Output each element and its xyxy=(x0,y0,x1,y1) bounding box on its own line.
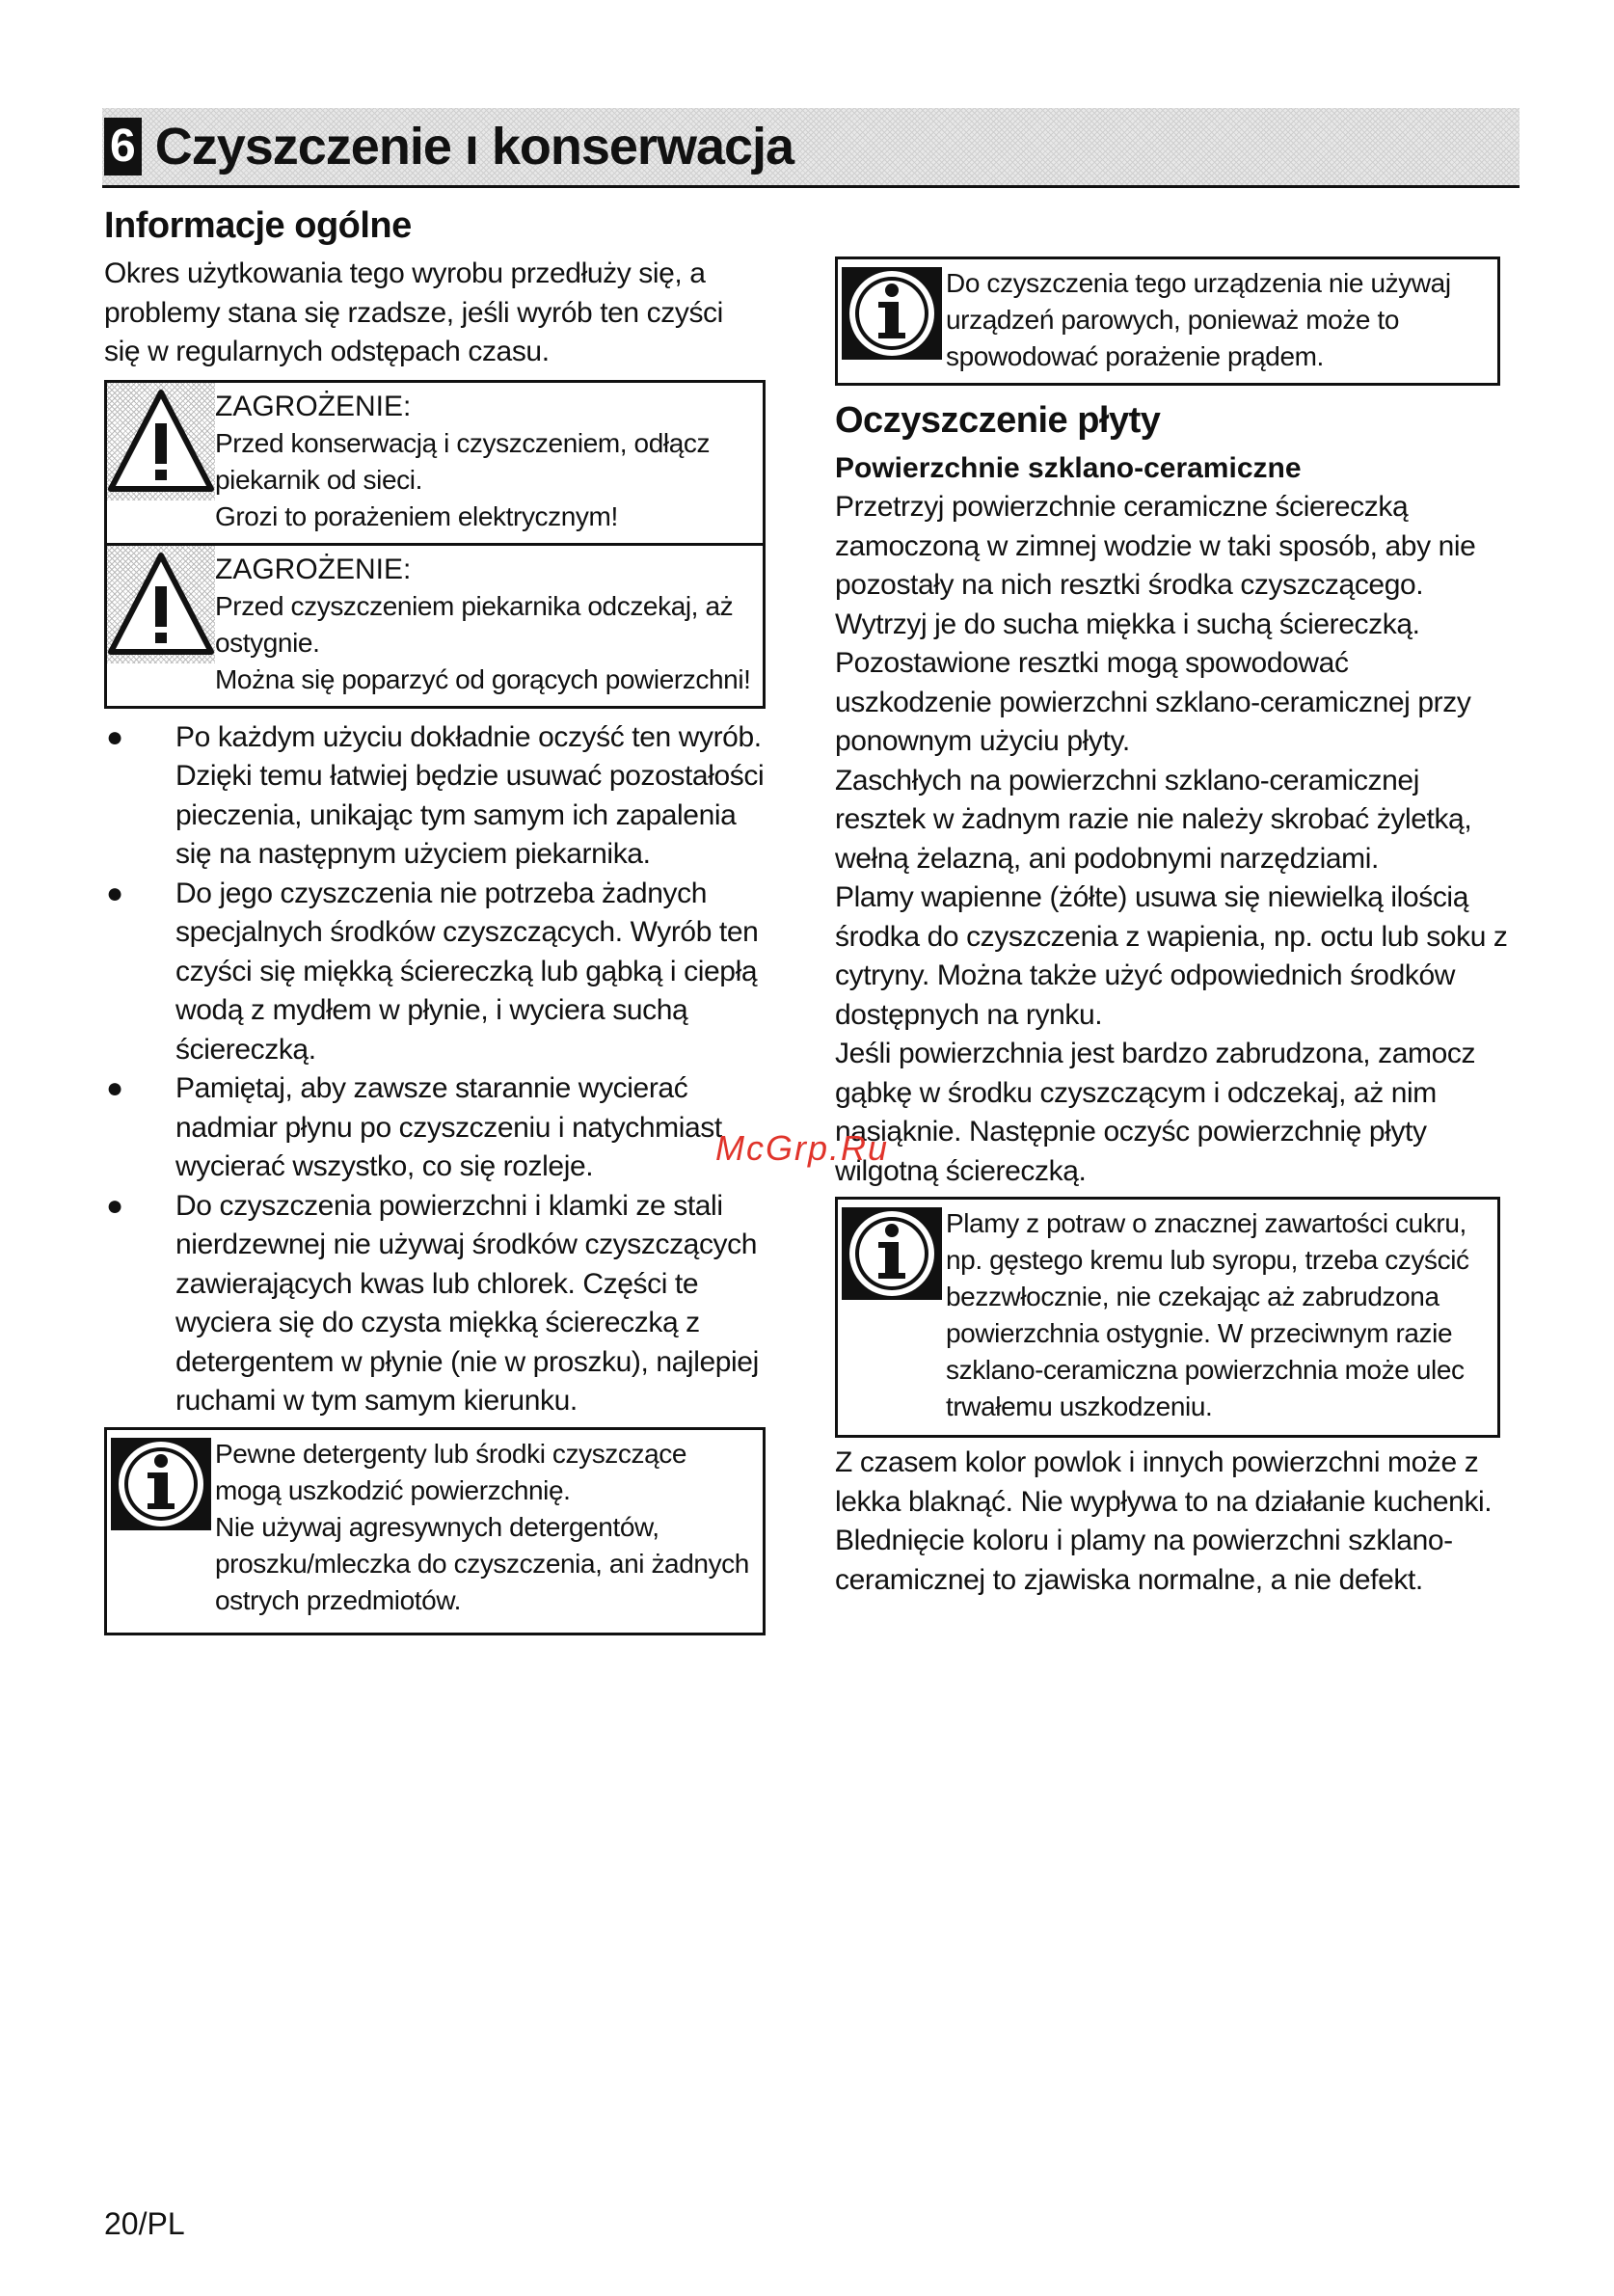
warning-title: ZAGROŻENIE: xyxy=(215,553,412,585)
paragraph: Przetrzyj powierzchnie ceramiczne ściereczką zamoczoną w zimnej wodzie w taki sposób, aby nie pozostały na nich resztki środka czyszczącego. Wytrzyj je do sucha miękka i suchą ściereczką. Pozostawione resztki mogą spowodować uszkodzenie powierzchni szklano-ceramicznej przy ponownym użyciu płyty. xyxy=(835,491,1476,757)
warning-line: Można się poparzyć od gorących powierzchni! xyxy=(215,663,751,694)
heading-general-info: Informacje ogólne xyxy=(104,205,412,246)
info-icon xyxy=(838,259,946,367)
info-icon xyxy=(107,1430,215,1538)
paragraph: Plamy wapienne (żółte) usuwa się niewielką ilością środka do czyszczenia z wapienia, np. octu lub soku z cytryny. Można także użyć odpowiednich środków dostępnych na rynku. xyxy=(835,881,1508,1031)
info-line: Do czyszczenia tego urządzenia nie używaj urządzeń parowych, ponieważ może to spowodować porażenie prądem. xyxy=(946,268,1451,371)
heading-hob-cleaning: Oczyszczenie płyty xyxy=(835,400,1161,441)
warning-box-2 xyxy=(104,545,766,709)
warning-title: ZAGROŻENIE: xyxy=(215,390,412,422)
right-column xyxy=(835,257,1510,1600)
bullet-list xyxy=(104,718,766,1421)
warning-triangle-icon xyxy=(107,546,215,663)
warning-line: Grozi to porażeniem elektrycznym! xyxy=(215,500,618,531)
watermark: McGrp.Ru xyxy=(715,1128,890,1168)
section-header xyxy=(102,108,1520,188)
list-item: ● Pamiętaj, aby zawsze starannie wycierać nadmiar płynu po czyszczeniu i natychmiast wycierać wszystko, co się rozleje. xyxy=(106,1072,722,1182)
closing-paragraph: Z czasem kolor powlok i innych powierzchni może z lekka blaknąć. Nie wypływa to na działanie kuchenki. Blednięcie koloru i plamy na powierzchni szklano-ceramicznej to zjawiska normalne, a nie defekt. xyxy=(835,1446,1493,1596)
warning-line: Przed czyszczeniem piekarnika odczekaj, aż ostygnie. xyxy=(215,590,734,658)
info-box-steam xyxy=(835,257,1500,386)
info-icon xyxy=(838,1200,946,1308)
warning-box-1 xyxy=(104,380,766,545)
section-number: 6 xyxy=(104,118,142,176)
paragraph: Jeśli powierzchnia jest bardzo zabrudzona, zamocz gąbkę w środku czyszczącym i odczekaj, aż nim nasiąknie. Następnie oczyśc powierzchnię płyty wilgotną ściereczką. xyxy=(835,1038,1476,1187)
list-item: ● Do jego czyszczenia nie potrzeba żadnych specjalnych środków czyszczących. Wyrób ten czyści się miękką ściereczką lub gąbką i ciepłą wodą z mydłem w płynie, i wyciera suchą ściereczką. xyxy=(106,877,759,1066)
list-item: ● Po każdym użyciu dokładnie oczyść ten wyrób. Dzięki temu łatwiej będzie usuwać pozostałości pieczenia, unikając tym samym ich zapalenia się na następnym użyciem piekarnika. xyxy=(106,720,765,870)
info-box-detergents xyxy=(104,1427,766,1635)
info-line: Pewne detergenty lub środki czyszczące mogą uszkodzić powierzchnię. xyxy=(215,1438,687,1505)
info-line: Nie używaj agresywnych detergentów, proszku/mleczka do czyszczenia, ani żadnych ostrych przedmiotów. xyxy=(215,1511,749,1615)
intro-paragraph: Okres użytkowania tego wyrobu przedłuży się, a problemy stana się rzadsze, jeśli wyrób ten czyści się w regularnych odstępach czasu. xyxy=(104,257,723,367)
info-box-sugar xyxy=(835,1197,1500,1438)
warning-line: Przed konserwacją i czyszczeniem, odłącz piekarnik od sieci. xyxy=(215,427,711,495)
list-item: ● Do czyszczenia powierzchni i klamki ze stali nierdzewnej nie używaj środków czyszczących zawierających kwas lub chlorek. Części te wyciera się do czysta miękką ściereczką z detergentem w płynie (nie w proszku), najlepiej ruchami w tym samym kierunku. xyxy=(106,1189,759,1417)
paragraph: Zaschłych na powierzchni szklano-ceramicznej resztek w żadnym razie nie należy skrobać żyletką, wełną żelazną, ani podobnymi narzędziami. xyxy=(835,764,1472,875)
page-number: 20/PL xyxy=(104,2206,185,2241)
left-column xyxy=(104,203,766,1635)
warning-triangle-icon xyxy=(107,383,215,500)
section-title: Czyszczenie ı konserwacja xyxy=(154,118,794,176)
info-line: Plamy z potraw o znacznej zawartości cukru, np. gęstego kremu lub syropu, trzeba czyścić bezzwłocznie, nie czekając aż zabrudzona powierzchnia ostygnie. W przeciwnym razie szklano-ceramiczna powierzchnia może ulec trwałemu uszkodzeniu. xyxy=(946,1208,1469,1421)
subheading-glass-ceramic: Powierzchnie szklano-ceramiczne xyxy=(835,452,1302,484)
